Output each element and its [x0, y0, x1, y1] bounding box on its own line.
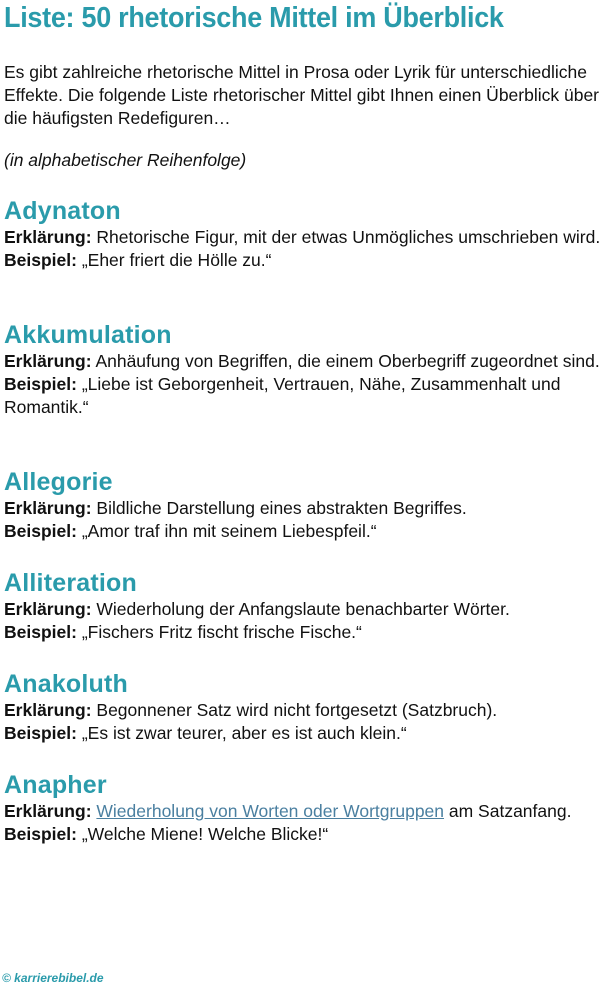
term-explanation [4, 350, 609, 373]
example-label: Beispiel: [4, 824, 77, 844]
term-anakoluth [4, 669, 609, 745]
term-heading: Anapher [4, 771, 107, 799]
explanation-text: Wiederholung der Anfangslaute benachbarter Wörter. [96, 599, 510, 619]
term-heading: Alliteration [4, 569, 137, 597]
explanation-text: am Satzanfang. [444, 801, 572, 821]
example-label: Beispiel: [4, 622, 77, 642]
example-text: „Amor traf ihn mit seinem Liebespfeil.“ [81, 521, 377, 541]
term-alliteration [4, 568, 609, 644]
copyright-footer: © karrierebibel.de [2, 971, 104, 985]
term-allegorie [4, 467, 609, 543]
term-adynaton [4, 196, 609, 272]
term-explanation [4, 598, 609, 621]
term-explanation [4, 699, 609, 722]
explanation-text: Bildliche Darstellung eines abstrakten Begriffes. [96, 498, 467, 518]
example-label: Beispiel: [4, 374, 77, 394]
example-text: „Eher friert die Hölle zu.“ [81, 250, 272, 270]
explanation-text: Anhäufung von Begriffen, die einem Oberbegriff zugeordnet sind. [95, 351, 600, 371]
example-text: „Fischers Fritz fischt frische Fische.“ [81, 622, 362, 642]
term-example [4, 621, 609, 644]
term-explanation [4, 226, 609, 249]
example-label: Beispiel: [4, 723, 77, 743]
page-title: Liste: 50 rhetorische Mittel im Überblick [4, 2, 504, 34]
explanation-link[interactable]: Wiederholung von Worten oder Wortgruppen [96, 801, 445, 821]
explanation-text: Begonnener Satz wird nicht fortgesetzt (Satzbruch). [96, 700, 498, 720]
explanation-label: Erklärung: [4, 498, 92, 518]
explanation-label: Erklärung: [4, 801, 92, 821]
order-note: (in alphabetischer Reihenfolge) [4, 150, 247, 170]
term-heading: Akkumulation [4, 321, 172, 349]
term-explanation [4, 800, 609, 823]
explanation-label: Erklärung: [4, 599, 92, 619]
term-example [4, 373, 609, 419]
example-text: „Welche Miene! Welche Blicke!“ [81, 824, 329, 844]
term-example [4, 823, 609, 846]
explanation-label: Erklärung: [4, 351, 92, 371]
term-anapher [4, 770, 609, 846]
example-text: „Liebe ist Geborgenheit, Vertrauen, Nähe, Zusammenhalt und Romantik.“ [4, 374, 561, 417]
explanation-label: Erklärung: [4, 227, 92, 247]
term-heading: Adynaton [4, 197, 121, 225]
intro-paragraph: Es gibt zahlreiche rhetorische Mittel in Prosa oder Lyrik für unterschiedliche Effekte. Die folgende Liste rhetorischer Mittel gibt Ihnen einen Überblick über die häufigsten Redefiguren… [4, 62, 600, 128]
explanation-text: Rhetorische Figur, mit der etwas Unmögliches umschrieben wird. [96, 227, 601, 247]
term-akkumulation [4, 320, 609, 419]
example-text: „Es ist zwar teurer, aber es ist auch klein.“ [81, 723, 407, 743]
explanation-label: Erklärung: [4, 700, 92, 720]
example-label: Beispiel: [4, 250, 77, 270]
example-label: Beispiel: [4, 521, 77, 541]
term-explanation [4, 497, 609, 520]
term-example [4, 520, 609, 543]
term-heading: Anakoluth [4, 670, 129, 698]
term-heading: Allegorie [4, 468, 113, 496]
term-example [4, 249, 609, 272]
term-example [4, 722, 609, 745]
